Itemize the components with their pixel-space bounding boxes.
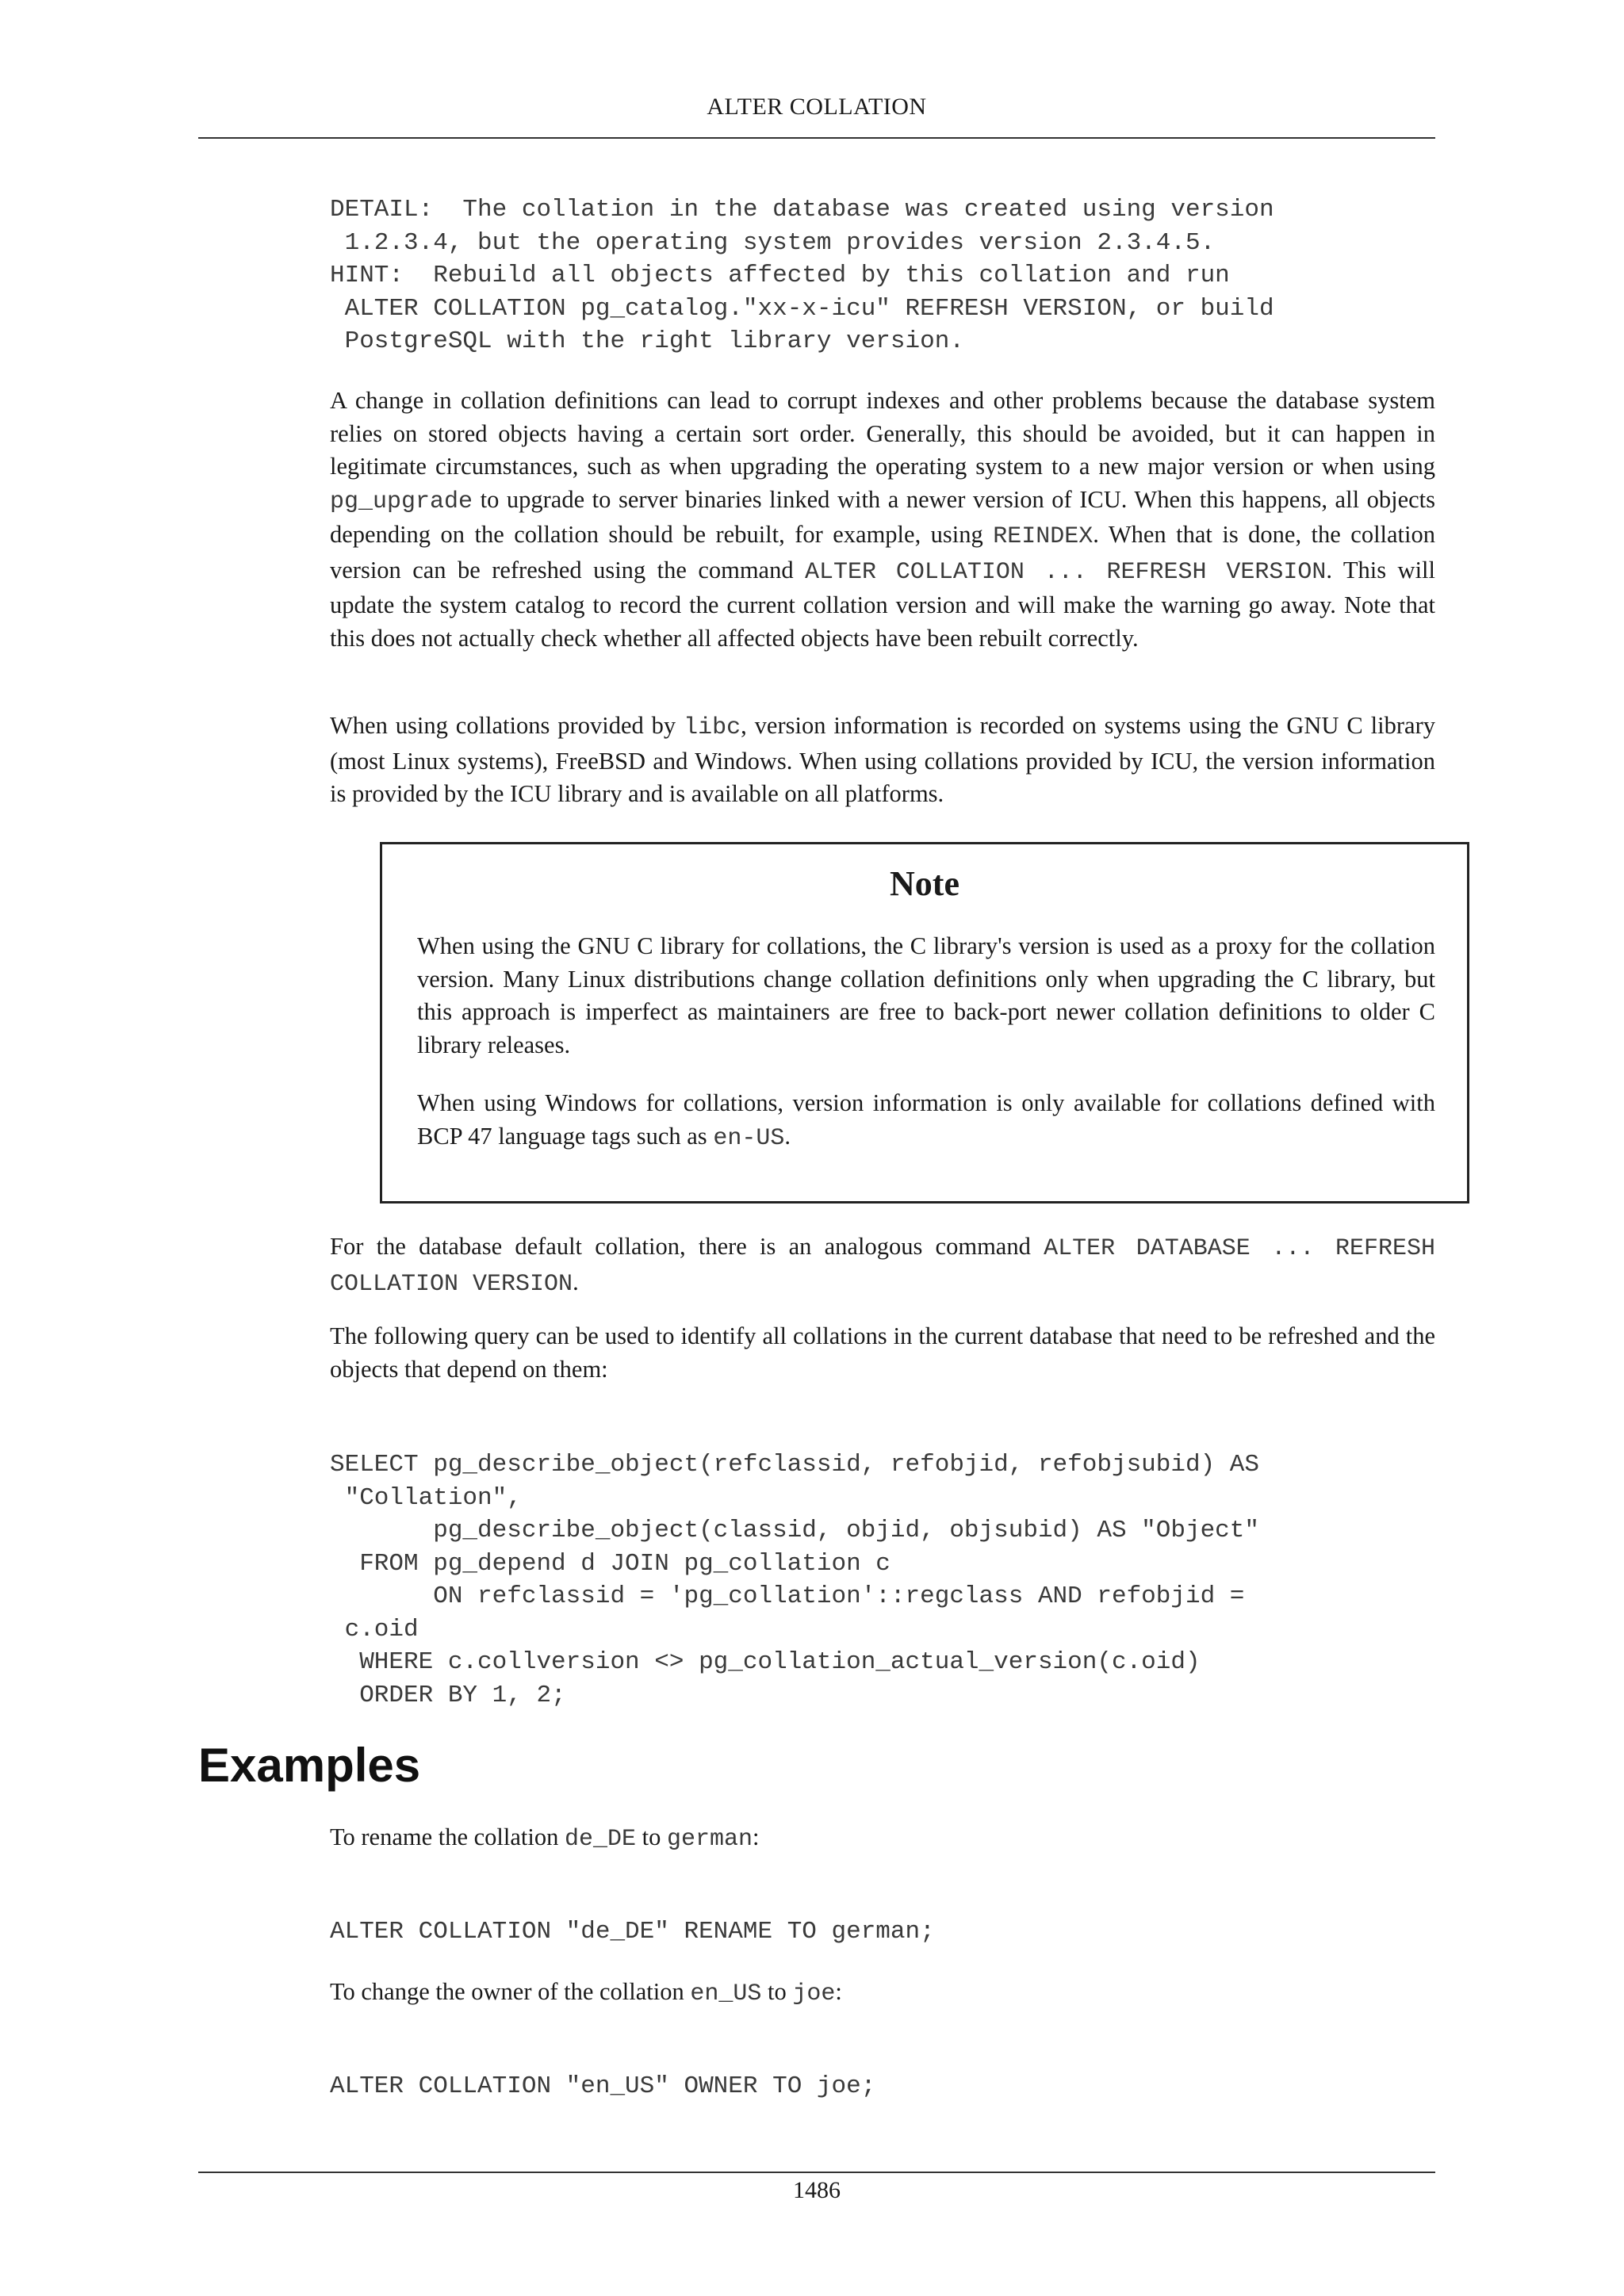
inline-code-joe: joe [792, 1980, 836, 2007]
text-run: : [835, 1978, 842, 2005]
text-run: , version information is recorded on systems using the GNU C library (most Linux systems), FreeBSD and Windows. When using collations provided by ICU, the version information is provided by the ICU library and is available on all platforms. [330, 712, 1435, 807]
text-run: A change in collation definitions can lead to corrupt indexes and other problems because the database system relies on stored objects having a certain sort order. Generally, this should be avoided, but it can happen in legitimate circumstances, such as when upgrading the operating system to a new major version or when using [330, 387, 1435, 480]
text-run: to [761, 1978, 793, 2005]
code-block-warning: DETAIL: The collation in the database was created using version 1.2.3.4, but the operating system provides version 2.3.4.5. HINT: Rebuild all objects affected by this collation and run ALTER COLLATION pg_catalog."xx-x-icu" REFRESH VERSION, or build PostgreSQL with the right library version. [330, 196, 1274, 355]
inline-code-german: german [666, 1826, 753, 1853]
note-paragraph-gnu: When using the GNU C library for collations, the C library's version is used as a proxy for the collation version. Many Linux distributions change collation definitions only when upgrading the C library, but this approach is imperfect as maintainers are free to back-port newer collation definitions to older C library releases. [417, 932, 1435, 1058]
note-paragraph-windows [417, 1087, 1435, 1155]
inline-code-alter-collation-refresh: ALTER COLLATION ... REFRESH VERSION [805, 558, 1327, 586]
paragraph-rename-intro [330, 1821, 1435, 1857]
text-run: . When that is done, the collation version can be refreshed using the command [330, 521, 1435, 584]
inline-code-alter-database-refresh: ALTER DATABASE ... REFRESH COLLATION VERSION [330, 1235, 1435, 1298]
code-block-rename: ALTER COLLATION "de_DE" RENAME TO german; [330, 1918, 935, 1946]
text-run: To rename the collation [330, 1823, 565, 1850]
paragraph-query-intro: The following query can be used to identify all collations in the current database that need to be refreshed and the objects that depend on them: [330, 1322, 1435, 1383]
text-run: . [784, 1122, 791, 1150]
text-run: For the database default collation, there is an analogous command [330, 1233, 1044, 1260]
paragraph-libc-versions [330, 710, 1435, 811]
text-run: . [573, 1268, 579, 1295]
paragraph-default-collation [330, 1230, 1435, 1301]
text-run: When using collations provided by [330, 712, 684, 739]
text-run: to [636, 1823, 667, 1850]
page-number: 1486 [793, 2177, 841, 2203]
inline-code-pg-upgrade: pg_upgrade [330, 488, 473, 515]
paragraph-owner-intro [330, 1976, 1435, 2011]
running-header: ALTER COLLATION [707, 94, 927, 120]
inline-code-en-us: en-US [713, 1124, 785, 1152]
footer-rule [198, 2172, 1435, 2173]
code-block-query: SELECT pg_describe_object(refclassid, refobjid, refobjsubid) AS "Collation", pg_describe_object(classid, objid, objsubid) AS "Object" FROM pg_depend d JOIN pg_collation c ON refclassid = 'pg_collation'::regclass AND refobjid = c.oid WHERE c.collversion <> pg_collation_actual_version(c.oid) ORDER BY 1, 2; [330, 1451, 1259, 1709]
inline-code-de-de: de_DE [564, 1826, 636, 1853]
inline-code-en-us-owner: en_US [690, 1980, 762, 2007]
text-run: . This will update the system catalog to record the current collation version and will make the warning go away. Note that this does not actually check whether all affected objects have been rebuilt correctly. [330, 556, 1435, 652]
paragraph-collation-change [330, 385, 1435, 655]
text-run: to upgrade to server binaries linked with a newer version of ICU. When this happens, all objects depending on the collation should be rebuilt, for example, using [330, 485, 1435, 548]
note-box [380, 842, 1469, 1203]
inline-code-libc: libc [684, 714, 741, 741]
text-run: : [753, 1823, 760, 1850]
section-heading-examples: Examples [198, 1739, 421, 1792]
text-run: To change the owner of the collation [330, 1978, 691, 2005]
header-rule [198, 137, 1435, 139]
code-block-owner: ALTER COLLATION "en_US" OWNER TO joe; [330, 2072, 876, 2100]
inline-code-reindex: REINDEX [993, 523, 1094, 550]
text-run: When using Windows for collations, version information is only available for collations defined with BCP 47 language tags such as [417, 1089, 1435, 1150]
note-title: Note [890, 864, 959, 903]
